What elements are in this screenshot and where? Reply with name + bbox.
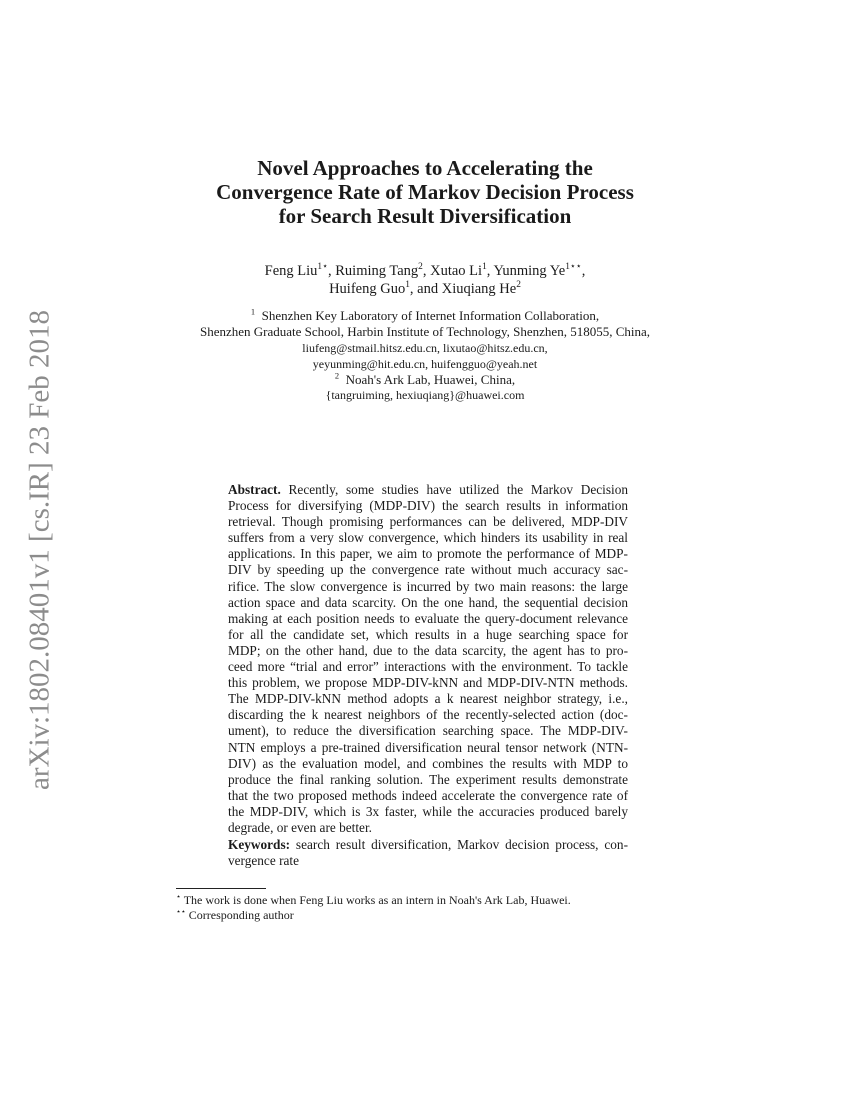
author-sup: 1 [482, 262, 487, 273]
abstract-line: The MDP-DIV-kNN method adopts a k nearest neighbor strategy, i.e., [228, 691, 628, 707]
abstract-line: action space and data scarcity. On the one hand, the sequential decision [228, 594, 628, 610]
authors-line [0, 281, 850, 298]
abstract-line: that the two proposed methods indeed accelerate the convergence rate of [228, 787, 628, 803]
abstract-line: retrieval. Though promising performances can be delivered, MDP-DIV [228, 514, 628, 530]
abstract-line: MDP; on the other hand, due to the data scarcity, the agent has to pro- [228, 642, 628, 658]
author: Huifeng Guo [329, 281, 406, 297]
footnote [176, 908, 294, 923]
abstract-line: this problem, we propose MDP-DIV-kNN and MDP-DIV-NTN methods. [228, 675, 628, 691]
affiliation-2 [0, 372, 850, 388]
arxiv-identifier: arXiv:1802.08401v1 [cs.IR] 23 Feb 2018 [23, 309, 56, 791]
title-line: Novel Approaches to Accelerating the [257, 156, 593, 180]
abstract-label: Abstract. [228, 482, 281, 497]
affiliation-1-cont: Shenzhen Graduate School, Harbin Institute of Technology, Shenzhen, 518055, China, [199, 324, 651, 339]
author: , Ruiming Tang [328, 263, 419, 279]
abstract-line: ceed more “trial and error” interactions with the environment. To tackle [228, 659, 628, 675]
footnote-text: The work is done when Feng Liu works as an intern in Noah's Ark Lab, Huawei. [183, 893, 571, 907]
abstract-line: produce the final ranking solution. The experiment results demonstrate [228, 771, 628, 787]
aff-text: Noah's Ark Lab, Huawei, China, [345, 372, 516, 387]
author: , Yunming Ye [486, 263, 566, 279]
affiliation-1 [0, 308, 850, 324]
abstract [228, 482, 628, 836]
title-line: Convergence Rate of Markov Decision Process [216, 180, 634, 204]
authors-line [0, 263, 850, 280]
footnote-text: Corresponding author [188, 908, 294, 922]
emails: liufeng@stmail.hitsz.edu.cn, lixutao@hitsz.edu.cn, [302, 341, 548, 355]
aff-sup: 1 [250, 306, 256, 317]
author: , Xutao Li [422, 263, 483, 279]
abstract-line: applications. In this paper, we aim to promote the performance of MDP- [228, 546, 628, 562]
emails: yeyunming@hit.edu.cn, huifengguo@yeah.net [312, 357, 538, 371]
aff-sup: 2 [334, 370, 340, 381]
author-sup: 1⋆⋆ [565, 262, 582, 273]
emails: {tangruiming, hexiuqiang}@huawei.com [325, 388, 525, 402]
abstract-line: ument), to reduce the diversification searching space. The MDP-DIV- [228, 723, 628, 739]
abstract-line: Process for diversifying (MDP-DIV) the search results in information [228, 498, 628, 514]
footnote-rule [176, 888, 266, 889]
author-sup: 2 [418, 262, 423, 273]
abstract-line: rifice. The slow convergence is incurred by two main reasons: the large [228, 578, 628, 594]
abstract-line: for all the candidate set, which results in a huge searching space for [228, 626, 628, 642]
keywords-text: search result diversification, Markov decision process, con- [295, 837, 628, 852]
author-sep: , [581, 263, 586, 279]
author: Feng Liu [264, 263, 318, 279]
abstract-line: DIV) as the evaluation model, and combines the results with MDP to [228, 755, 628, 771]
title-line: for Search Result Diversification [278, 204, 572, 228]
author-sup: 1 [405, 280, 410, 291]
keywords-line: vergence rate [228, 853, 299, 869]
abstract-line: degrade, or even are better. [228, 819, 372, 835]
abstract-line [228, 482, 628, 498]
abstract-line: discarding the k nearest neighbors of the recently-selected action (doc- [228, 707, 628, 723]
author-sup: 1⋆ [317, 262, 329, 273]
keywords-label: Keywords: [228, 837, 291, 852]
keywords-line [228, 837, 628, 853]
abstract-line: the MDP-DIV, which is 3x faster, while the accuracies produced barely [228, 803, 628, 819]
aff-text: Shenzhen Key Laboratory of Internet Information Collaboration, [261, 308, 600, 323]
footnote-mark: ⋆ [176, 892, 181, 901]
abstract-line: NTN employs a pre-trained diversification neural tensor network (NTN- [228, 739, 628, 755]
author-sup: 2 [516, 280, 521, 291]
abstract-line: making at each position needs to evaluate the query-document relevance [228, 610, 628, 626]
keywords [228, 837, 628, 869]
author: , and Xiuqiang He [409, 281, 517, 297]
footnote-mark: ⋆⋆ [176, 907, 186, 916]
abstract-line: suffers from a very slow convergence, which hinders its usability in real [228, 530, 628, 546]
footnote [176, 893, 571, 908]
abstract-text: Recently, some studies have utilized the Markov Decision [288, 482, 628, 497]
abstract-line: DIV by speeding up the convergence rate without much accuracy sac- [228, 562, 628, 578]
